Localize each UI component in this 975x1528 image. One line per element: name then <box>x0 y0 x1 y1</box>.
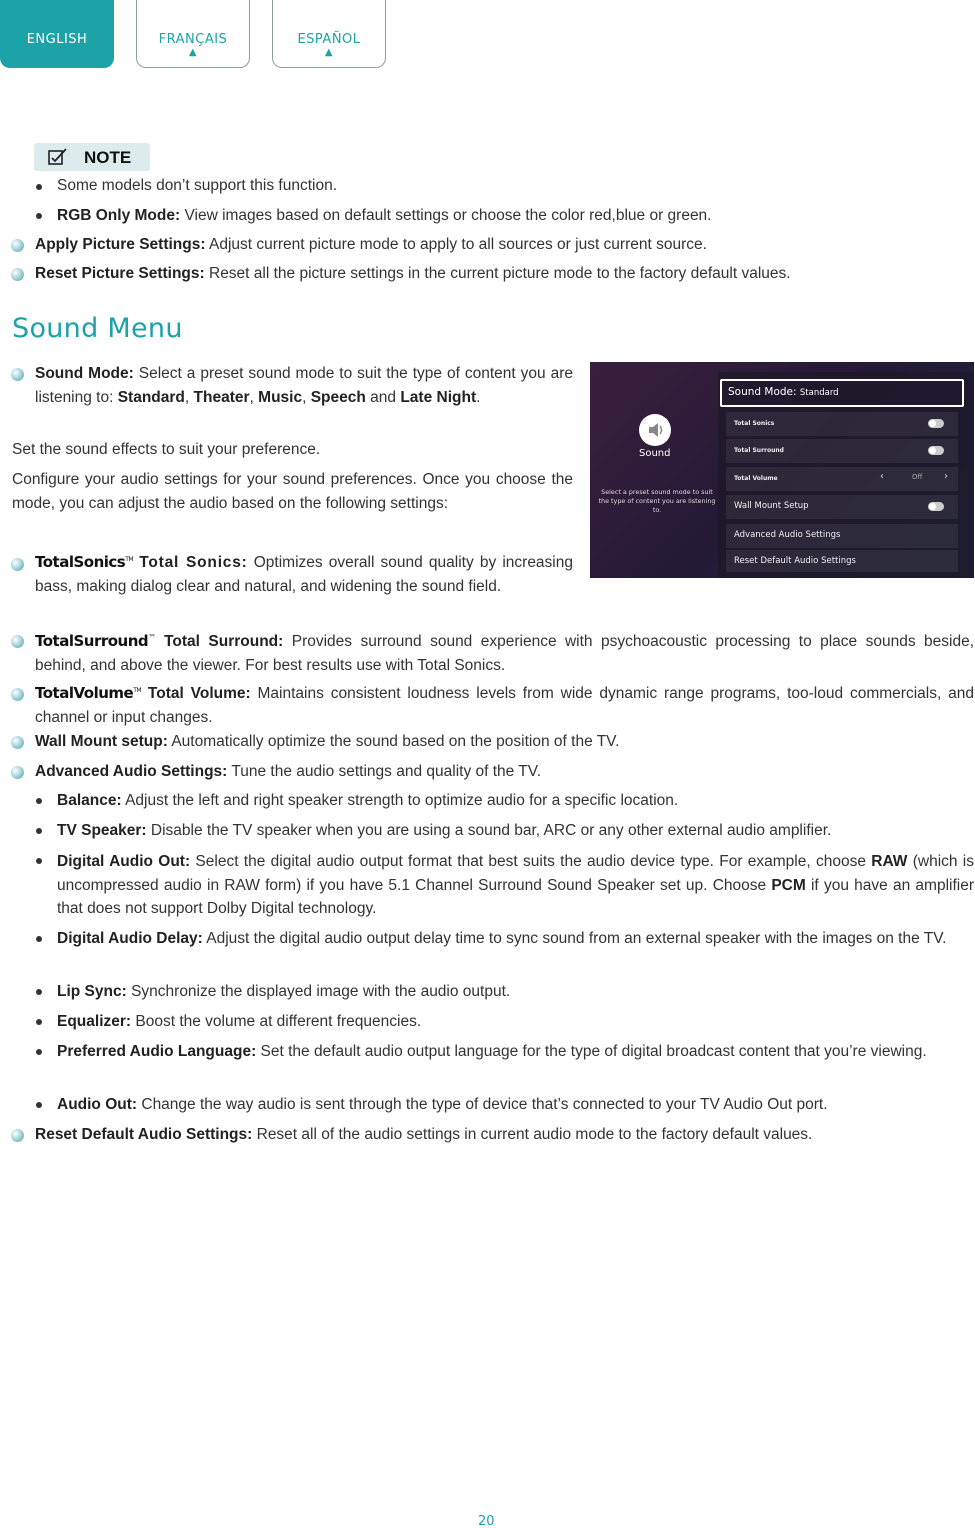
bullet-icon <box>36 213 42 219</box>
total-surround-logo: TotalSurround™ <box>35 632 156 650</box>
bullet-icon <box>36 1102 42 1108</box>
circle-bullet-icon <box>11 239 24 252</box>
circle-bullet-icon <box>11 558 24 571</box>
bullet-icon <box>36 858 42 864</box>
sound-menu-screenshot <box>590 362 974 578</box>
tab-english[interactable] <box>0 0 114 68</box>
tv-row-wall-mount[interactable]: Wall Mount Setup <box>726 495 958 519</box>
total-sonics-item: TotalSonics™ Total Sonics: Optimizes overall sound quality by increasing bass, making dialog clear and natural, and widening the sound field. <box>35 553 573 595</box>
configure-text: Configure your audio settings for your sound preferences. Once you choose the mode, you can adjust the audio based on the following settings: <box>12 471 573 512</box>
balance-item: Balance: Adjust the left and right speaker strength to optimize audio for a specific location. <box>57 792 679 809</box>
total-volume-logo: TotalVolume™ <box>35 684 142 702</box>
circle-bullet-icon <box>11 635 24 648</box>
tv-row-reset-audio[interactable]: Reset Default Audio Settings <box>726 550 958 572</box>
note-item-rgb-only-mode: RGB Only Mode: View images based on default settings or choose the color red,blue or green. <box>57 207 712 224</box>
bullet-icon <box>36 184 42 190</box>
bullet-icon <box>36 828 42 834</box>
chevron-left-icon[interactable]: ‹ <box>880 471 884 482</box>
audio-out-item: Audio Out: Change the way audio is sent through the type of device that’s connected to your TV Audio Out port. <box>57 1096 828 1113</box>
toggle-switch[interactable] <box>928 502 944 511</box>
lip-sync-item: Lip Sync: Synchronize the displayed image with the audio output. <box>57 983 511 1000</box>
page-number: 20 <box>478 1514 495 1528</box>
bullet-icon <box>36 798 42 804</box>
note-badge <box>34 143 150 171</box>
total-surround-item: TotalSurround™ Total Surround: Provides surround sound experience with psychoacoustic processing to place sounds beside, behind, and above the viewer. For best results use with Total Sonics. <box>35 632 974 674</box>
tv-row-advanced-audio[interactable]: Advanced Audio Settings <box>726 524 958 548</box>
preferred-audio-language-item: Preferred Audio Language: Set the default audio output language for the type of digital broadcast content that you’re viewing. <box>57 1043 927 1060</box>
speaker-icon <box>639 414 671 446</box>
sound-mode-item: Sound Mode: Select a preset sound mode to suit the type of content you are listening to: Standard, Theater, Music, Speech and Late Night. <box>35 365 573 406</box>
circle-bullet-icon <box>11 688 24 701</box>
toggle-switch[interactable] <box>928 419 944 428</box>
apply-picture-settings-item: Apply Picture Settings: Adjust current picture mode to apply to all sources or just current source. <box>35 236 707 253</box>
note-item: Some models don’t support this function. <box>57 177 338 194</box>
circle-bullet-icon <box>11 268 24 281</box>
total-volume-item: TotalVolume™ Total Volume: Maintains consistent loudness levels from wide dynamic range programs, too-loud commercials, and channel or input changes. <box>35 684 974 726</box>
tab-francais[interactable] <box>136 0 250 68</box>
section-title: Sound Menu <box>12 313 183 344</box>
reset-default-audio-item: Reset Default Audio Settings: Reset all of the audio settings in current audio mode to the factory default values. <box>35 1126 813 1143</box>
tab-espanol[interactable] <box>272 0 386 68</box>
tv-row-total-surround[interactable]: Total Surround <box>726 439 958 463</box>
bullet-icon <box>36 936 42 942</box>
circle-bullet-icon <box>11 766 24 779</box>
note-label: NOTE <box>84 148 132 167</box>
intro-text: Set the sound effects to suit your preference. <box>12 441 321 458</box>
tv-row-total-sonics[interactable]: Total Sonics <box>726 412 958 436</box>
circle-bullet-icon <box>11 368 24 381</box>
tab-espanol-label: ESPAÑOL <box>297 32 361 47</box>
tv-row-total-volume[interactable]: Total Volume ‹ Off › <box>726 467 958 491</box>
tv-volume-value: Off <box>912 473 923 481</box>
bullet-icon <box>36 1049 42 1055</box>
reset-picture-settings-item: Reset Picture Settings: Reset all the picture settings in the current picture mode to the factory default values. <box>35 265 791 282</box>
note-edit-icon <box>48 148 68 166</box>
advanced-audio-item: Advanced Audio Settings: Tune the audio settings and quality of the TV. <box>35 763 541 780</box>
chevron-right-icon[interactable]: › <box>944 471 948 482</box>
total-sonics-logo: TotalSonics™ <box>35 553 134 571</box>
bullet-icon <box>36 1019 42 1025</box>
tv-sound-description: Select a preset sound mode to suit the type of content you are listening to. <box>598 488 716 514</box>
tv-sound-mode-header[interactable]: Sound Mode: Standard <box>720 379 964 407</box>
circle-bullet-icon <box>11 736 24 749</box>
tv-speaker-item: TV Speaker: Disable the TV speaker when you are using a sound bar, ARC or any other external audio amplifier. <box>57 822 832 839</box>
toggle-switch[interactable] <box>928 446 944 455</box>
tab-francais-label: FRANÇAIS <box>158 32 228 47</box>
equalizer-item: Equalizer: Boost the volume at different frequencies. <box>57 1013 422 1030</box>
wall-mount-item: Wall Mount setup: Automatically optimize the sound based on the position of the TV. <box>35 733 620 750</box>
tab-english-label: ENGLISH <box>26 32 88 47</box>
up-arrow-icon: ▲ <box>324 47 334 58</box>
tv-sound-label: Sound <box>639 448 671 459</box>
circle-bullet-icon <box>11 1129 24 1142</box>
digital-audio-out-item: Digital Audio Out: Select the digital audio output format that best suits the audio device type. For example, choose RAW (which is uncompressed audio in RAW form) if you have 5.1 Channel Surround Sound Speaker set up. Choose PCM if you have an amplifier that does not support Dolby Digital technology. <box>57 853 974 917</box>
bullet-icon <box>36 989 42 995</box>
up-arrow-icon: ▲ <box>188 47 198 58</box>
digital-audio-delay-item: Digital Audio Delay: Adjust the digital audio output delay time to sync sound from an external speaker with the images on the TV. <box>57 930 947 947</box>
